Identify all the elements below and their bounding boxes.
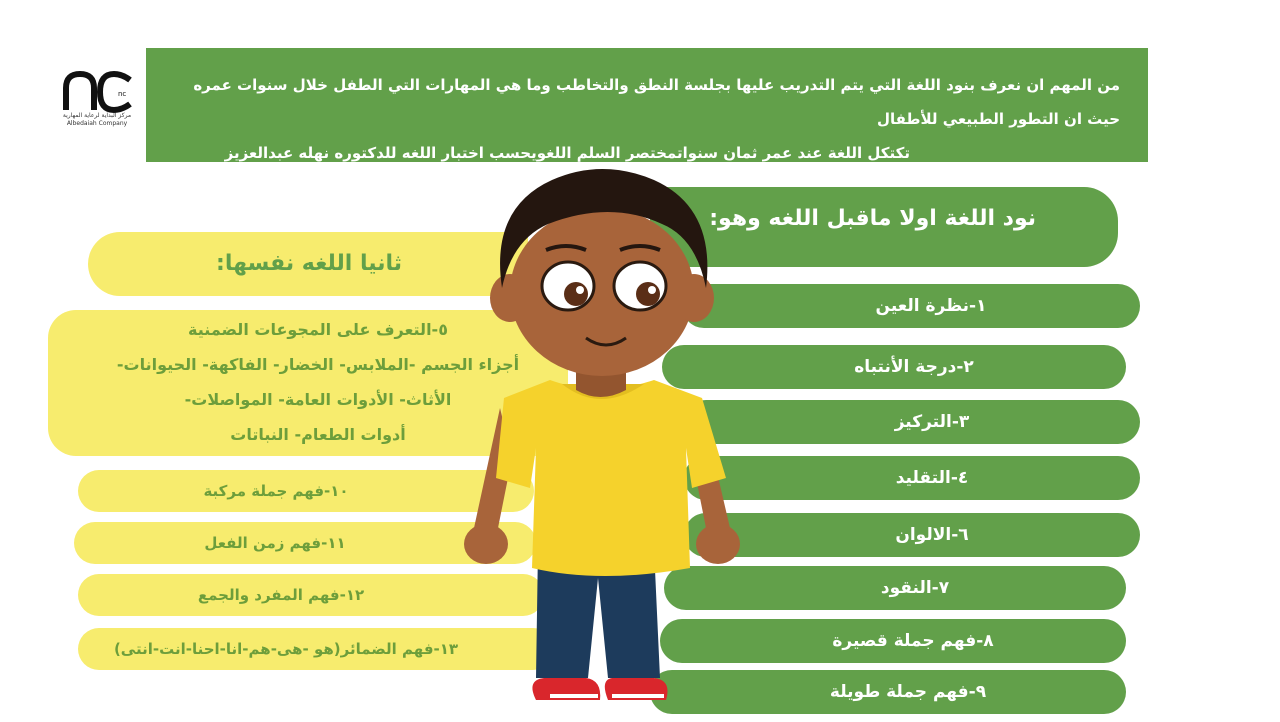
pre-language-item: ٧-النقود — [664, 566, 1126, 610]
intro-line-2: تكتكل اللغة عند عمر ثمان سنواتمختصر السلم اللغويحسب اختبار اللغه للدكتوره نهله عبدالعزيز — [224, 144, 910, 162]
logo-english-name: Albedaiah Company — [66, 120, 128, 127]
svg-text:nc: nc — [118, 90, 127, 98]
categories-line: أجزاء الجسم -الملابس- الخضار- الفاكهة- الحيوانات- — [116, 355, 520, 374]
language-item: ١١-فهم زمن الفعل — [74, 522, 536, 564]
language-item: ١٢-فهم المفرد والجمع — [78, 574, 544, 616]
language-item: ١٠-فهم جملة مركبة — [78, 470, 534, 512]
pre-language-item: ١-نظرة العين — [682, 284, 1140, 328]
pre-language-title: نود اللغة اولا ماقبل اللغه وهو: — [650, 187, 1118, 267]
pre-language-item: ٤-التقليد — [684, 456, 1140, 500]
language-title: ثانيا اللغه نفسها: — [88, 232, 528, 296]
pre-language-item: ٢-درجة الأنتباه — [662, 345, 1126, 389]
logo-caption — [52, 112, 142, 128]
categories-line: الأثاث- الأدوات العامة- المواصلات- — [184, 390, 452, 409]
categories-heading: ٥-التعرف على المجوعات الضمنية — [188, 320, 448, 339]
intro-line-1: من المهم ان نعرف بنود اللغة التي يتم التدريب عليها بجلسة النطق والتخاطب وما هي المهارات التي الطفل خلال سنوات عمره حيث ان التطور الطبيعي للأطفال — [193, 76, 1120, 128]
language-item: ١٣-فهم الضمائر(هو -هى-هم-انا-احنا-انت-انتى) — [78, 628, 554, 670]
categories-line: أدوات الطعام- النباتات — [230, 425, 406, 444]
intro-banner — [146, 48, 1148, 162]
nc-logo-icon — [52, 66, 142, 116]
boy-illustration — [440, 158, 760, 718]
pre-language-item: ٣-التركيز — [684, 400, 1140, 444]
pre-language-item: ٨-فهم جملة قصيرة — [660, 619, 1126, 663]
pre-language-item: ٦-الالوان — [684, 513, 1140, 557]
boy-figure-icon — [440, 158, 760, 718]
logo-arabic-name: مركز البداية لرعاية المهارية — [62, 112, 132, 119]
pre-language-item: ٩-فهم جملة طويلة — [650, 670, 1126, 714]
